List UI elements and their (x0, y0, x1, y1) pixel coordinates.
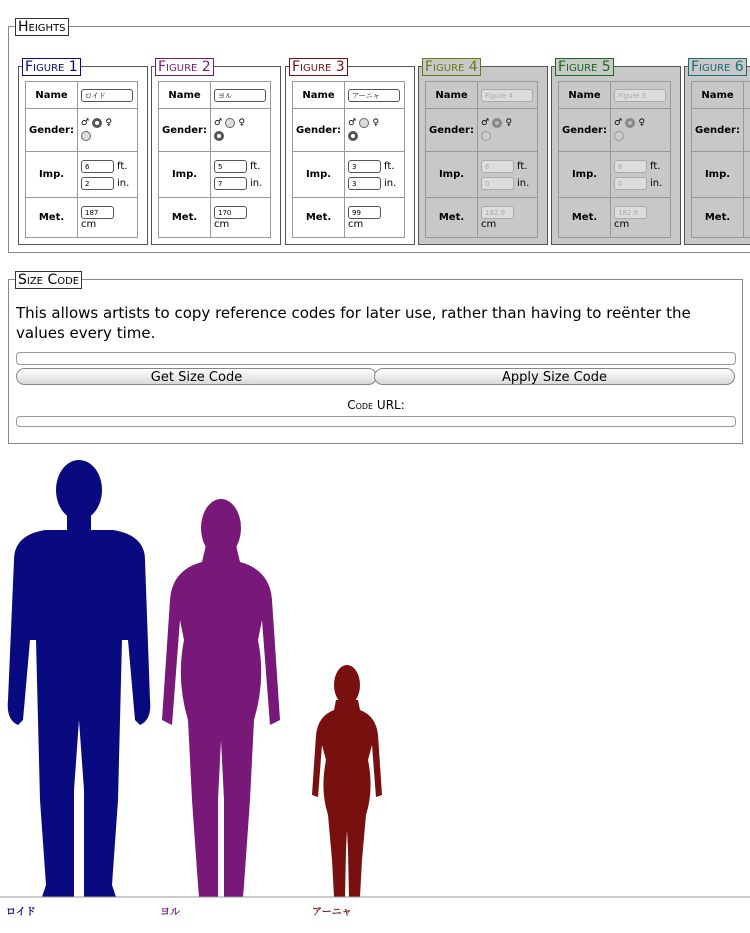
figure-4-inches-input[interactable]: 0 (481, 177, 514, 190)
figure-1-female-radio[interactable] (81, 131, 91, 141)
size-code-legend: Size Code (15, 271, 82, 289)
imp-label: Imp. (692, 152, 744, 198)
figure-3-inches-input[interactable]: 3 (348, 177, 381, 190)
figure-2-name-input[interactable]: ヨル (214, 89, 266, 102)
figure-3-female-radio[interactable] (348, 131, 358, 141)
female-icon: ♀ (638, 118, 646, 128)
cm-unit: cm (481, 218, 497, 230)
figure-1-panel (18, 59, 148, 245)
ft-unit: ft. (250, 160, 261, 172)
male-icon: ♂ (348, 118, 357, 128)
gender-label: Gender: (26, 109, 78, 152)
silhouette-label-1: ロイド (6, 907, 36, 918)
figure-3-feet-input[interactable]: 3 (348, 160, 381, 173)
name-label: Name (159, 82, 211, 109)
figure-4-feet-input[interactable]: 6 (481, 160, 514, 173)
figure-2-panel (151, 59, 281, 245)
figure-6-panel (684, 59, 750, 245)
silhouette-child (312, 665, 382, 897)
in-unit: in. (250, 177, 263, 189)
silhouette-female (162, 499, 280, 897)
figure-2-feet-input[interactable]: 5 (214, 160, 247, 173)
figure-1-legend: Figure 1 (22, 58, 81, 76)
ft-unit: ft. (517, 160, 528, 172)
met-label: Met. (159, 198, 211, 238)
figure-2-inches-input[interactable]: 7 (214, 177, 247, 190)
in-unit: in. (117, 177, 130, 189)
figure-3-legend: Figure 3 (289, 58, 348, 76)
gender-label: Gender: (293, 109, 345, 152)
male-icon: ♂ (214, 118, 223, 128)
figure-1-name-input[interactable]: ロイド (81, 89, 133, 102)
name-label: Name (26, 82, 78, 109)
apply-size-code-button[interactable]: Apply Size Code (374, 368, 735, 385)
figure-3-cm-input[interactable]: 99 (348, 206, 381, 219)
figure-5-name-input[interactable]: Figure 5 (614, 89, 666, 102)
figure-5-legend: Figure 5 (555, 58, 614, 76)
silhouette-label-2: ヨル (160, 907, 180, 918)
ft-unit: ft. (117, 160, 128, 172)
met-label: Met. (559, 198, 611, 238)
code-url-input[interactable] (16, 416, 736, 427)
size-code-description: This allows artists to copy reference codes for later use, rather than having to reënter the values every time. (16, 304, 691, 342)
figure-4-female-radio[interactable] (481, 131, 491, 141)
gender-label: Gender: (559, 109, 611, 152)
female-icon: ♀ (505, 118, 513, 128)
figure-3-name-input[interactable]: アーニャ (348, 89, 400, 102)
name-label: Name (559, 82, 611, 109)
cm-unit: cm (348, 218, 364, 230)
met-label: Met. (26, 198, 78, 238)
in-unit: in. (384, 177, 397, 189)
figure-1-feet-input[interactable]: 6 (81, 160, 114, 173)
gender-label: Gender: (159, 109, 211, 152)
figure-3-panel (285, 59, 415, 245)
female-icon: ♀ (238, 118, 246, 128)
figure-2-female-radio[interactable] (214, 131, 224, 141)
met-label: Met. (293, 198, 345, 238)
figure-2-male-radio[interactable] (225, 118, 235, 128)
cm-unit: cm (81, 218, 97, 230)
figure-5-cm-input[interactable]: 182.9 (614, 206, 647, 219)
female-icon: ♀ (105, 118, 113, 128)
name-label: Name (692, 82, 744, 109)
in-unit: in. (517, 177, 530, 189)
name-label: Name (426, 82, 478, 109)
figure-1-male-radio[interactable] (92, 118, 102, 128)
imp-label: Imp. (426, 152, 478, 198)
ft-unit: ft. (384, 160, 395, 172)
imp-label: Imp. (159, 152, 211, 198)
female-icon: ♀ (372, 118, 380, 128)
figure-4-legend: Figure 4 (422, 58, 481, 76)
get-size-code-button[interactable]: Get Size Code (16, 368, 377, 385)
figure-5-male-radio[interactable] (625, 118, 635, 128)
male-icon: ♂ (81, 118, 90, 128)
figure-2-cm-input[interactable]: 170 (214, 206, 247, 219)
figure-2-legend: Figure 2 (155, 58, 214, 76)
gender-label: Gender: (426, 109, 478, 152)
male-icon: ♂ (481, 118, 490, 128)
figure-5-panel (551, 59, 681, 245)
size-code-input[interactable] (16, 352, 736, 365)
silhouette-male (8, 460, 151, 897)
code-url-label: Code URL: (347, 398, 405, 412)
male-icon: ♂ (614, 118, 623, 128)
met-label: Met. (692, 198, 744, 238)
figure-6-legend: Figure 6 (688, 58, 747, 76)
in-unit: in. (650, 177, 663, 189)
name-label: Name (293, 82, 345, 109)
imp-label: Imp. (559, 152, 611, 198)
cm-unit: cm (614, 218, 630, 230)
figure-4-male-radio[interactable] (492, 118, 502, 128)
figure-1-cm-input[interactable]: 187 (81, 206, 114, 219)
met-label: Met. (426, 198, 478, 238)
gender-label: Gender: (692, 109, 744, 152)
figure-5-inches-input[interactable]: 0 (614, 177, 647, 190)
figure-3-male-radio[interactable] (359, 118, 369, 128)
imp-label: Imp. (293, 152, 345, 198)
figure-5-female-radio[interactable] (614, 131, 624, 141)
figure-4-panel (418, 59, 548, 245)
figure-4-cm-input[interactable]: 182.9 (481, 206, 514, 219)
heights-legend: Heights (15, 18, 69, 36)
figure-5-feet-input[interactable]: 6 (614, 160, 647, 173)
imp-label: Imp. (26, 152, 78, 198)
figure-1-inches-input[interactable]: 2 (81, 177, 114, 190)
ft-unit: ft. (650, 160, 661, 172)
cm-unit: cm (214, 218, 230, 230)
silhouette-label-3: アーニャ (312, 907, 352, 918)
figure-4-name-input[interactable]: Figure 4 (481, 89, 533, 102)
figure-6-clip (684, 58, 750, 248)
